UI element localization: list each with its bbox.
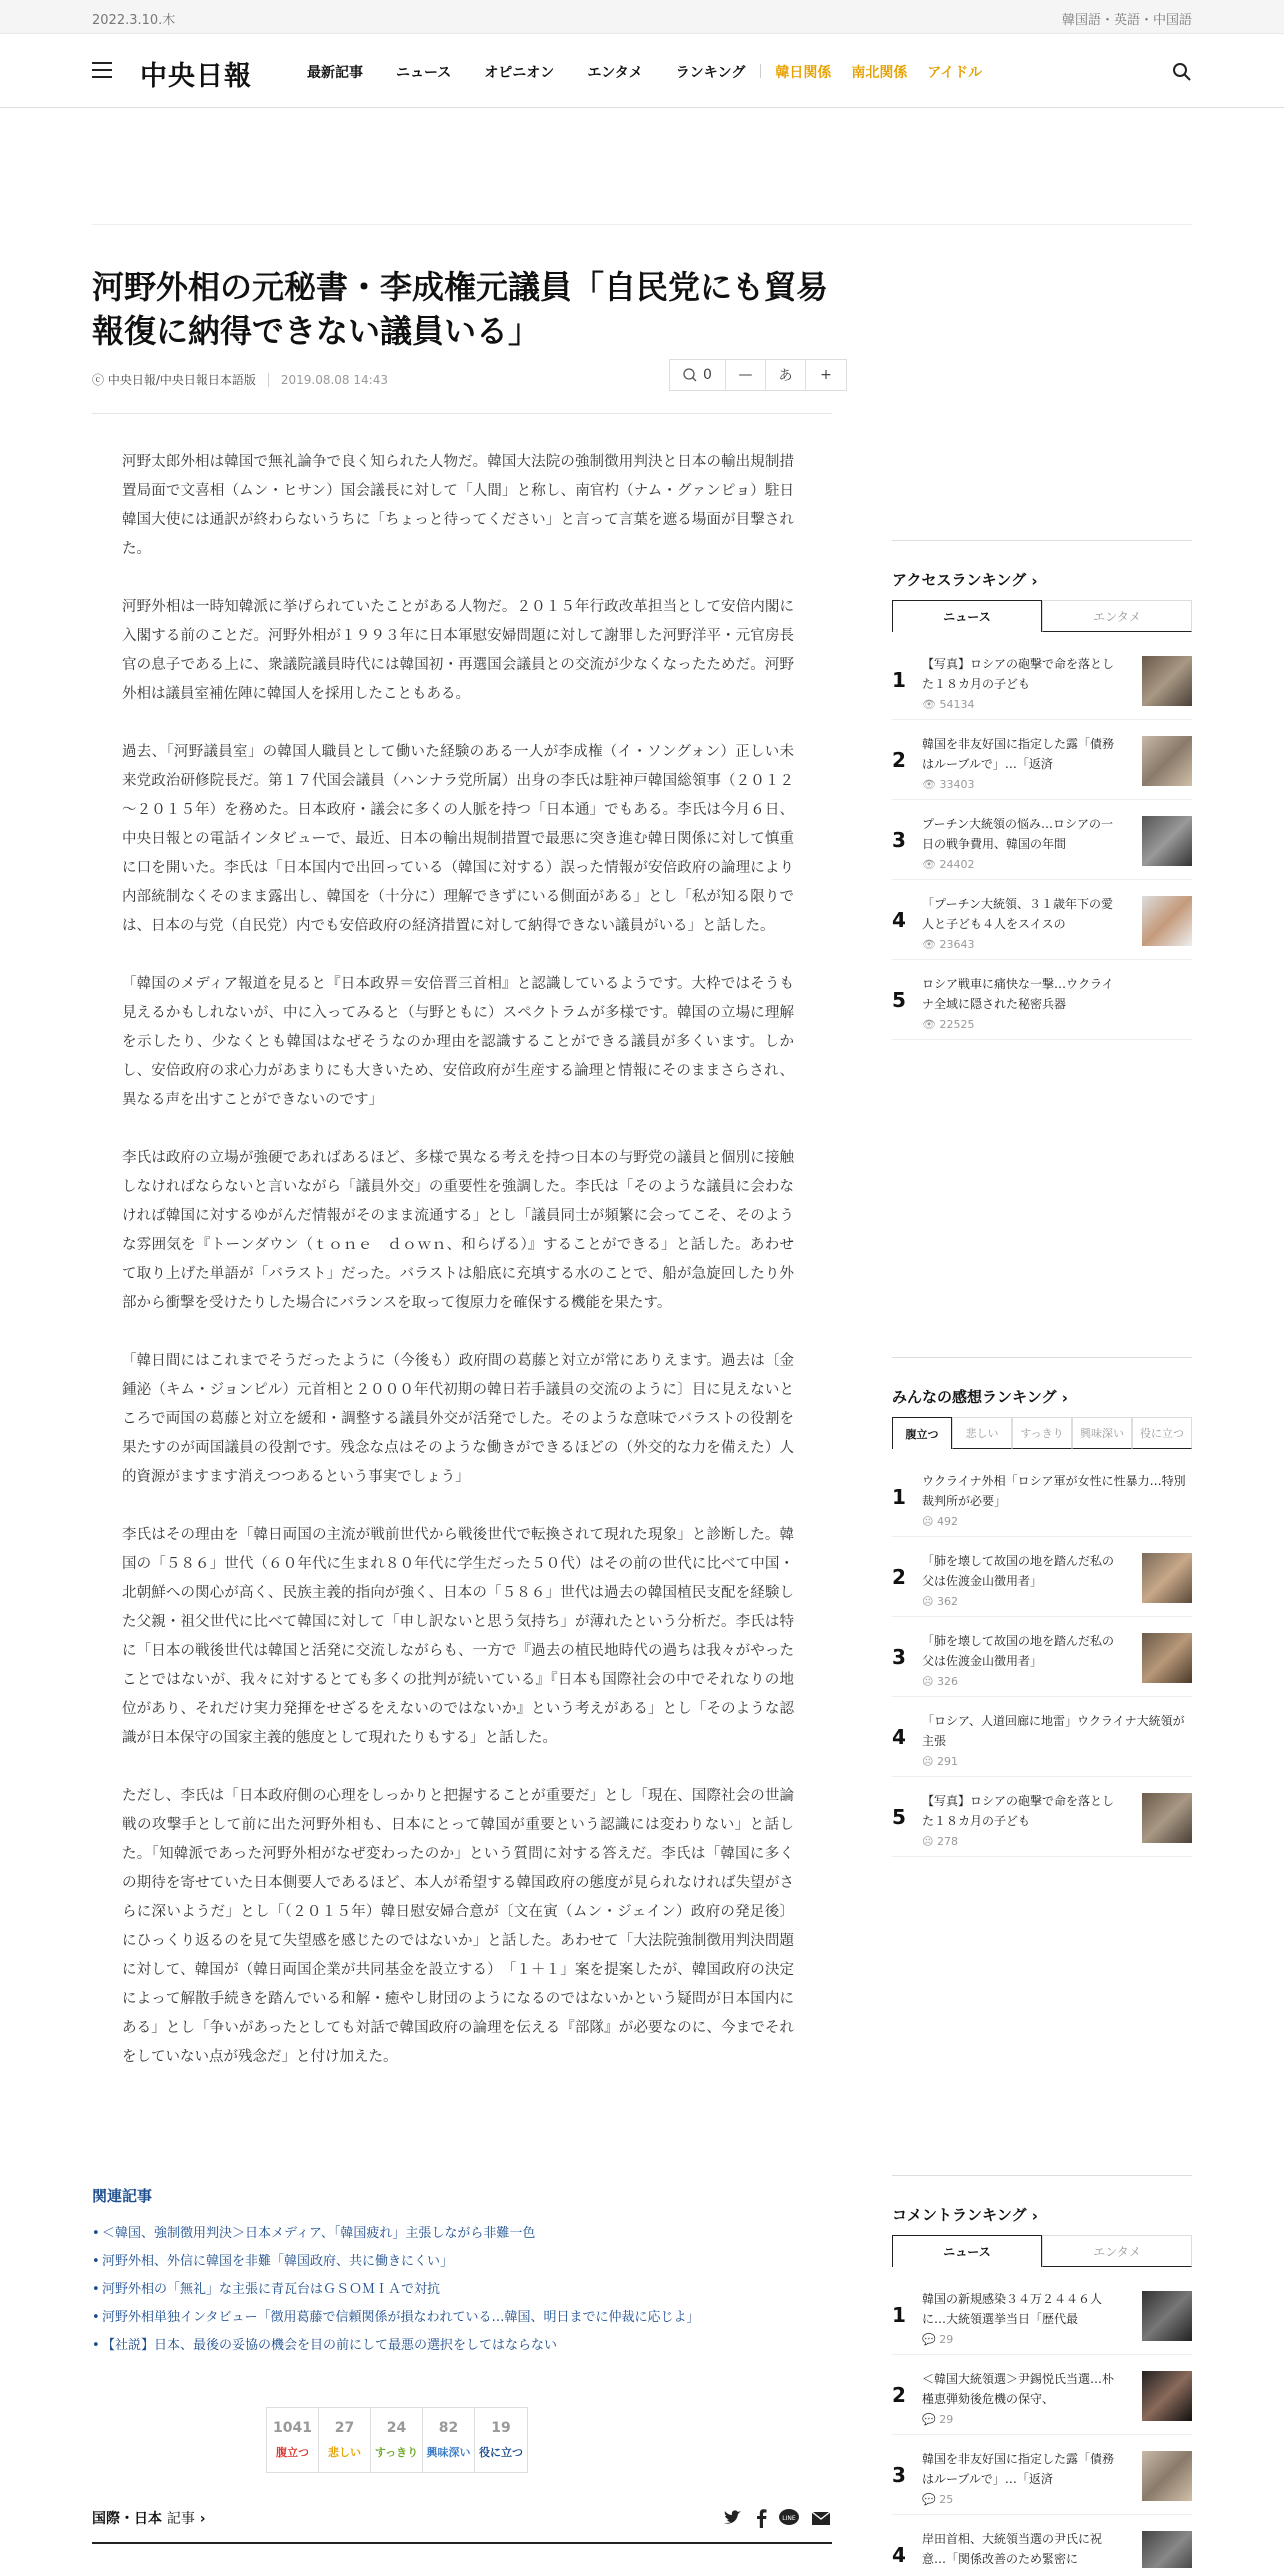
rank-thumbnail — [1142, 736, 1192, 786]
reaction-count: ☹ 278 — [922, 1835, 958, 1848]
ranking-item[interactable] — [892, 1777, 1192, 1857]
reaction-helpful[interactable] — [475, 2408, 527, 2472]
top-bar — [0, 0, 1284, 34]
reaction-label: 役に立つ — [479, 2446, 523, 2459]
rank-thumbnail — [1142, 2531, 1192, 2568]
nav-divider — [760, 64, 761, 78]
rank-title: ロシア戦車に痛快な一撃…ウクライナ全域に隠された秘密兵器 — [922, 977, 1114, 1011]
reaction-label: 腹立つ — [276, 2446, 309, 2459]
rank-number: 3 — [892, 1645, 906, 1669]
comment-ranking — [892, 2175, 1192, 2568]
rank-thumbnail — [1142, 896, 1192, 946]
rank-title: ＜韓国大統領選＞尹錫悦氏当選…朴槿恵弾劾後危機の保守、 — [922, 2372, 1115, 2406]
reaction-count: ☹ 362 — [922, 1595, 958, 1608]
ranking-item[interactable] — [892, 880, 1192, 960]
related-link[interactable]: • 河野外相単独インタビュー「徴用葛藤で信頼関係が損なわれている…韓国、明日までに仲裁に応じよ」 — [92, 2304, 832, 2332]
reaction-count: 82 — [438, 2420, 459, 2436]
rank-thumbnail — [1142, 816, 1192, 866]
article-paragraph: 河野外相は一時知韓派に挙げられていたことがある人物だ。２０１５年行政改革担当として安倍内閣に入閣する前のことだ。河野外相が１９９３年に日本軍慰安婦問題に対して謝罪した河野洋平・元官房長官の息子である上に、衆議院議員時代には韓国初・再選国会議員との交流が少なくなったためだ。河野外相は議員室補佐陣に韓国人を採用したこともある。 — [122, 599, 794, 702]
related-link[interactable]: • 【社説】日本、最後の妥協の機会を目の前にして最悪の選択をしてはならない — [92, 2332, 832, 2360]
rank-thumbnail — [1142, 1553, 1192, 1603]
ranking-item[interactable] — [892, 2435, 1192, 2515]
rank-title: プーチン大統領の悩み…ロシアの一日の戦争費用、韓国の年間 — [922, 817, 1114, 851]
rank-title: 「プーチン大統領、３１歳年下の愛人と子ども４人をスイスの — [922, 897, 1114, 931]
site-logo[interactable]: 中央日報 — [140, 61, 252, 92]
rank-number: 1 — [892, 1485, 906, 1509]
reaction-count: ☹ 291 — [922, 1755, 958, 1768]
comment-button[interactable] — [670, 360, 726, 390]
related-title: 関連記事 — [92, 2187, 153, 2205]
tab-helpful[interactable]: 役に立つ — [1132, 1417, 1192, 1449]
comment-count: 💬 29 — [922, 2333, 954, 2346]
reaction-interesting[interactable] — [423, 2408, 475, 2472]
rank-title: 韓国を非友好国に指定した露「債務はルーブルで」…「返済 — [922, 2452, 1115, 2486]
reaction-sad[interactable] — [319, 2408, 371, 2472]
comment-count: 💬 25 — [922, 2493, 954, 2506]
opinion-ranking-title[interactable]: みんなの感想ランキング › — [892, 1357, 1192, 1417]
related-link[interactable]: • 河野外相の「無礼」な主張に青瓦台はＧＳＯＭＩＡで対抗 — [92, 2276, 832, 2304]
opinion-ranking — [892, 1357, 1192, 1857]
tab-entertainment[interactable]: エンタメ — [1042, 2235, 1192, 2267]
nav-items — [307, 62, 1002, 82]
rank-number: 5 — [892, 1805, 906, 1829]
comment-ranking-title[interactable]: コメントランキング › — [892, 2175, 1192, 2235]
nav-item-north-south[interactable]: 南北関係 — [851, 65, 908, 81]
tab-sad[interactable]: 悲しい — [952, 1417, 1012, 1449]
twitter-icon[interactable] — [722, 2508, 744, 2528]
ranking-item[interactable] — [892, 1537, 1192, 1617]
rank-title: 「ロシア、人道回廊に地雷」ウクライナ大統領が主張 — [922, 1714, 1185, 1748]
article-headline: 河野外相の元秘書・李成権元議員「自民党にも貿易報復に納得できない議員いる」 — [92, 268, 829, 350]
rank-number: 2 — [892, 2383, 906, 2407]
section-link[interactable]: 国際・日本 記事 › — [92, 2511, 206, 2527]
tab-refreshing[interactable]: すっきり — [1012, 1417, 1072, 1449]
tab-interesting[interactable]: 興味深い — [1072, 1417, 1132, 1449]
ranking-title-text: みんなの感想ランキング — [892, 1388, 1057, 1406]
comment-icon — [683, 368, 697, 382]
ranking-item[interactable] — [892, 1457, 1192, 1537]
reaction-buttons — [266, 2407, 528, 2473]
menu-icon[interactable] — [92, 62, 112, 78]
reaction-count: 19 — [491, 2420, 511, 2436]
section-suffix: 記事 — [166, 2511, 195, 2527]
rank-thumbnail — [1142, 2451, 1192, 2501]
rank-title: 【写真】ロシアの砲撃で命を落とした１８カ月の子ども — [922, 1794, 1115, 1828]
byline-divider — [92, 413, 832, 414]
article-source: ⓒ 中央日報/中央日報日本語版 — [92, 373, 256, 387]
rank-number: 5 — [892, 988, 906, 1012]
view-count-value: 33403 — [939, 778, 975, 791]
access-ranking-tabs — [892, 600, 1192, 632]
search-icon[interactable] — [1172, 62, 1192, 82]
reaction-count: 27 — [334, 2420, 355, 2436]
rank-title: 韓国を非友好国に指定した露「債務はルーブルで」…「返済 — [922, 737, 1115, 771]
comment-ranking-tabs — [892, 2235, 1192, 2267]
nav-item-entertainment[interactable]: エンタメ — [587, 65, 643, 81]
article-date: 2019.08.08 14:43 — [268, 373, 388, 387]
access-ranking — [892, 540, 1192, 1040]
ranking-item[interactable] — [892, 2275, 1192, 2355]
rank-title: 【写真】ロシアの砲撃で命を落とした１８カ月の子ども — [922, 657, 1115, 691]
ranking-item[interactable] — [892, 2355, 1192, 2435]
view-count: 👁 22525 — [922, 1018, 975, 1031]
article-paragraph: 「韓日間にはこれまでそうだったように（今後も）政府間の葛藤と対立が常にありえます。過去は〔金鍾泌（キム・ジョンピル）元首相と２０００年代初期の韓日若手議員の交流のように〕目に見えないところで両国の葛藤と対立を緩和・調整する議員外交が活発でした。そのような意味でバラストの役割を果たすのが両国議員の役割です。残念な点はそのような働きができるほどの（外交的な力を備えた）人的資源がますます消えつつあるという事実でしょう」 — [122, 1353, 794, 1485]
article-paragraph: 過去、「河野議員室」の韓国人職員として働いた経験のある一人が李成権（イ・ソングォン）正しい未来党政治研修院長だ。第１７代国会議員（ハンナラ党所属）出身の李氏は駐神戸韓国総領事（２０１２～２０１５年）を務めた。日本政府・議会に多くの人脈を持つ「日本通」でもある。李氏は今月６日、中央日報との電話インタビューで、最近、日本の輸出規制措置で最悪に突き進む韓日関係に対して慎重に口を開いた。李氏は「日本国内で出回っている（韓国に対する）誤った情報が安倍政府の論理により内部統制なくそのまま露出し、韓国を（十分に）理解できずにいる側面がある」とし「私が知る限りでは、日本の与党（自民党）内でも安倍政府の経済措置に対して納得できない議員がいる」と話した。 — [122, 744, 794, 934]
view-count-value: 54134 — [939, 698, 975, 711]
rank-thumbnail — [1142, 656, 1192, 706]
reaction-count-value: 291 — [936, 1755, 958, 1768]
article-paragraph: 李氏はその理由を「韓日両国の主流が戦前世代から戦後世代で転換されて現れた現象」と診断した。韓国の「５８６」世代（６０年代に生まれ８０年代に学生だった５０代）はその前の世代に比べて中国・北朝鮮への関心が高く、民族主義的指向が強く、日本の「５８６」世代は過去の韓国植民支配を経験した父親・祖父世代に比べて韓国に対して「申し訳ないと思う気持ち」が薄れたという分析だ。李氏は特に「日本の戦後世代は韓国と活発に交流しながらも、一方で『過去の植民地時代の過ちは我々がやったことではないが、我々に対するとても多くの批判が続いている』『日本も国際社会の中でそれなりの地位があり、それだけ実力発揮をせざるをえないのではないか』という考えがある」とし「そのような認識が日本保守の国家主義的態度として現れたりもする」と話した。 — [122, 1527, 794, 1746]
opinion-ranking-tabs — [892, 1417, 1192, 1449]
line-icon[interactable] — [778, 2508, 800, 2528]
view-count-value: 23643 — [939, 938, 975, 951]
rank-title: 「肺を壊して故国の地を踏んだ私の父は佐渡金山徴用者」 — [922, 1554, 1115, 1588]
ad-space — [92, 108, 1192, 225]
ranking-item[interactable] — [892, 800, 1192, 880]
nav-item-latest[interactable]: 最新記事 — [307, 65, 363, 81]
article-paragraph: 河野太郎外相は韓国で無礼論争で良く知られた人物だ。韓国大法院の強制徴用判決と日本の輸出規制措置局面で文喜相（ムン・ヒサン）国会議長に対して「人間」と称し、南官杓（ナム・グァンピョ）駐日韓国大使には通訳が終わらないうちに「ちょっと待ってください」と言って言葉を遮る場面が目撃された。 — [122, 454, 794, 557]
reaction-label: すっきり — [374, 2446, 419, 2459]
font-decrease-button[interactable]: — — [726, 360, 766, 390]
related-link[interactable]: • ＜韓国、強制徴用判決＞日本メディア、「韓国疲れ」主張しながら非難一色 — [92, 2220, 832, 2248]
reaction-count: ☹ 326 — [922, 1675, 958, 1688]
language-links[interactable]: 韓国語・英語・中国語 — [1061, 13, 1192, 28]
ranking-item[interactable] — [892, 960, 1192, 1040]
current-date: 2022.3.10.木 — [92, 13, 176, 28]
rank-number: 4 — [892, 908, 906, 932]
ranking-title-text: コメントランキング — [892, 2206, 1027, 2224]
nav-item-ranking[interactable]: ランキング — [675, 65, 746, 81]
ranking-item[interactable] — [892, 720, 1192, 800]
nav-item-idol[interactable]: アイドル — [927, 65, 983, 81]
rank-thumbnail — [1142, 1633, 1192, 1683]
main-nav — [0, 34, 1284, 108]
ranking-item[interactable] — [892, 1697, 1192, 1777]
view-count: 👁 54134 — [922, 698, 975, 711]
rank-number: 2 — [892, 1565, 906, 1589]
svg-text:LINE: LINE — [782, 2515, 796, 2522]
rank-number: 2 — [892, 748, 906, 772]
rank-number: 3 — [892, 828, 906, 852]
reaction-count: 1041 — [273, 2420, 312, 2436]
share-icons — [722, 2508, 832, 2528]
ranking-title-text: アクセスランキング — [892, 571, 1027, 589]
nav-item-opinion[interactable]: オピニオン — [484, 65, 555, 81]
tab-angry[interactable]: 腹立つ — [892, 1417, 952, 1449]
rank-number: 1 — [892, 2303, 906, 2327]
article-paragraph: 「韓国のメディア報道を見ると『日本政界＝安倍晋三首相』と認識しているようです。大枠ではそうも見えるかもしれないが、中に入ってみると（与野ともに）スペクトラムが多様です。韓国の立場に理解を示したり、少なくとも韓国はなぜそうなのか理由を認識することができる議員が多くいます。しかし、安倍政府の求心力があまりにも大きいため、安倍政府が生産する論理と情報にそのままさらされ、異なる声を出すことができないのです」 — [122, 976, 794, 1108]
rank-thumbnail — [1142, 1793, 1192, 1843]
tab-entertainment[interactable]: エンタメ — [1042, 600, 1192, 632]
related-articles — [92, 2185, 832, 2360]
rank-number: 4 — [892, 1725, 906, 1749]
rank-title: ウクライナ外相「ロシア軍が女性に性暴力…特別裁判所が必要」 — [922, 1474, 1186, 1508]
reaction-count-value: 492 — [936, 1515, 958, 1528]
reaction-label: 悲しい — [328, 2446, 361, 2459]
nav-item-news[interactable]: ニュース — [396, 65, 452, 81]
ranking-item[interactable] — [892, 1617, 1192, 1697]
section-title: 国際・日本 — [92, 2511, 162, 2527]
tab-news[interactable]: ニュース — [892, 600, 1042, 632]
article-paragraph: ただし、李氏は「日本政府側の心理をしっかりと把握することが重要だ」とし「現在、国際社会の世論戦の攻撃手として前に出た河野外相も、日本にとって韓国が重要という認識には変わりない」と話した。「知韓派であった河野外相がなぜ変わったのか」という質問に対する答えだ。李氏は「韓国に多くの期待を寄せていた日本側要人であるほど、本人が希望する韓国政府の態度が見られなければ失望がさらに深いようだ」とし「（２０１５年）韓日慰安婦合意が〔文在寅（ムン・ジェイン）政府の発足後〕にひっくり返るのを見て失望感を感じたのではないか」と話した。あわせて「大法院強制徴用判決問題に対して、韓国が（韓日両国企業が共同基金を設立する） 「１＋１」案を提案したが、韓国政府の決定によって解散手続きを踏んでいる和解・癒やし財団のようになるのではないかという疑問が日本国内にある」とし「争いがあったとしても対話で韓国政府の論理を伝える『部隊』が必要なのに、今までそれをしていない点が残念だ」と付け加えた。 — [122, 1788, 794, 2065]
article-body — [122, 448, 794, 2101]
view-count: 👁 24402 — [922, 858, 975, 871]
reaction-count-value: 326 — [936, 1675, 958, 1688]
rank-title: 「肺を壊して故国の地を踏んだ私の父は佐渡金山徴用者」 — [922, 1634, 1115, 1668]
reaction-label: 興味深い — [426, 2446, 471, 2459]
rank-number: 3 — [892, 2463, 906, 2487]
article-tools — [669, 359, 847, 391]
reaction-count-value: 362 — [936, 1595, 958, 1608]
nav-item-korea-japan[interactable]: 韓日関係 — [775, 65, 832, 81]
article-paragraph: 李氏は政府の立場が強硬であればあるほど、多様で異なる考えを持つ日本の与野党の議員と個別に接触しなければならないと言いながら「議員外交」の重要性を強調した。李氏は「そのような議員に会わなければ韓国に対するゆがんだ情報がそのまま流通する」とし「議員同士が頻繁に会ってこそ、そのような雰囲気を『トーンダウン（ｔｏｎｅ ｄｏｗｎ、和らげる）』することができる」と話した。あわせて取り上げた単語が「バラスト」だった。バラストは船底に充填する水のことで、船が急旋回したり外部から衝撃を受けたりした場合にバランスを取って復原力を確保する機能を果たす。 — [122, 1150, 794, 1311]
comment-count: 0 — [703, 367, 712, 383]
access-ranking-title[interactable]: アクセスランキング › — [892, 540, 1192, 600]
rank-number: 1 — [892, 668, 906, 692]
reaction-count: ☹ 492 — [922, 1515, 958, 1528]
rank-title: 岸田首相、大統領当選の尹氏に祝意…「関係改善のため緊密に — [922, 2532, 1103, 2566]
byline — [92, 371, 388, 388]
view-count-value: 24402 — [939, 858, 975, 871]
rank-title: 韓国の新規感染３４万２４４６人に…大統領選挙当日「歴代最 — [922, 2292, 1103, 2326]
related-link[interactable]: • 河野外相、外信に韓国を非難「韓国政府、共に働きにくい」 — [92, 2248, 832, 2276]
reaction-refreshing[interactable] — [371, 2408, 423, 2472]
comment-count-value: 25 — [939, 2493, 954, 2506]
mail-icon[interactable] — [810, 2508, 832, 2528]
tab-news[interactable]: ニュース — [892, 2235, 1042, 2267]
comment-count: 💬 29 — [922, 2413, 954, 2426]
rank-number: 4 — [892, 2543, 906, 2567]
rank-thumbnail — [1142, 2371, 1192, 2421]
font-increase-button[interactable]: + — [820, 367, 832, 383]
reaction-count-value: 278 — [936, 1835, 958, 1848]
view-count-value: 22525 — [939, 1018, 975, 1031]
font-size-label: あ — [766, 360, 806, 390]
reaction-count: 24 — [386, 2420, 407, 2436]
view-count: 👁 33403 — [922, 778, 975, 791]
facebook-icon[interactable] — [754, 2508, 768, 2528]
comment-count-value: 29 — [939, 2413, 954, 2426]
section-footer — [92, 2508, 832, 2544]
reaction-angry[interactable] — [267, 2408, 319, 2472]
comment-count-value: 29 — [939, 2333, 954, 2346]
view-count: 👁 23643 — [922, 938, 975, 951]
rank-thumbnail — [1142, 2291, 1192, 2341]
ranking-item[interactable] — [892, 640, 1192, 720]
ranking-item[interactable] — [892, 2515, 1192, 2568]
